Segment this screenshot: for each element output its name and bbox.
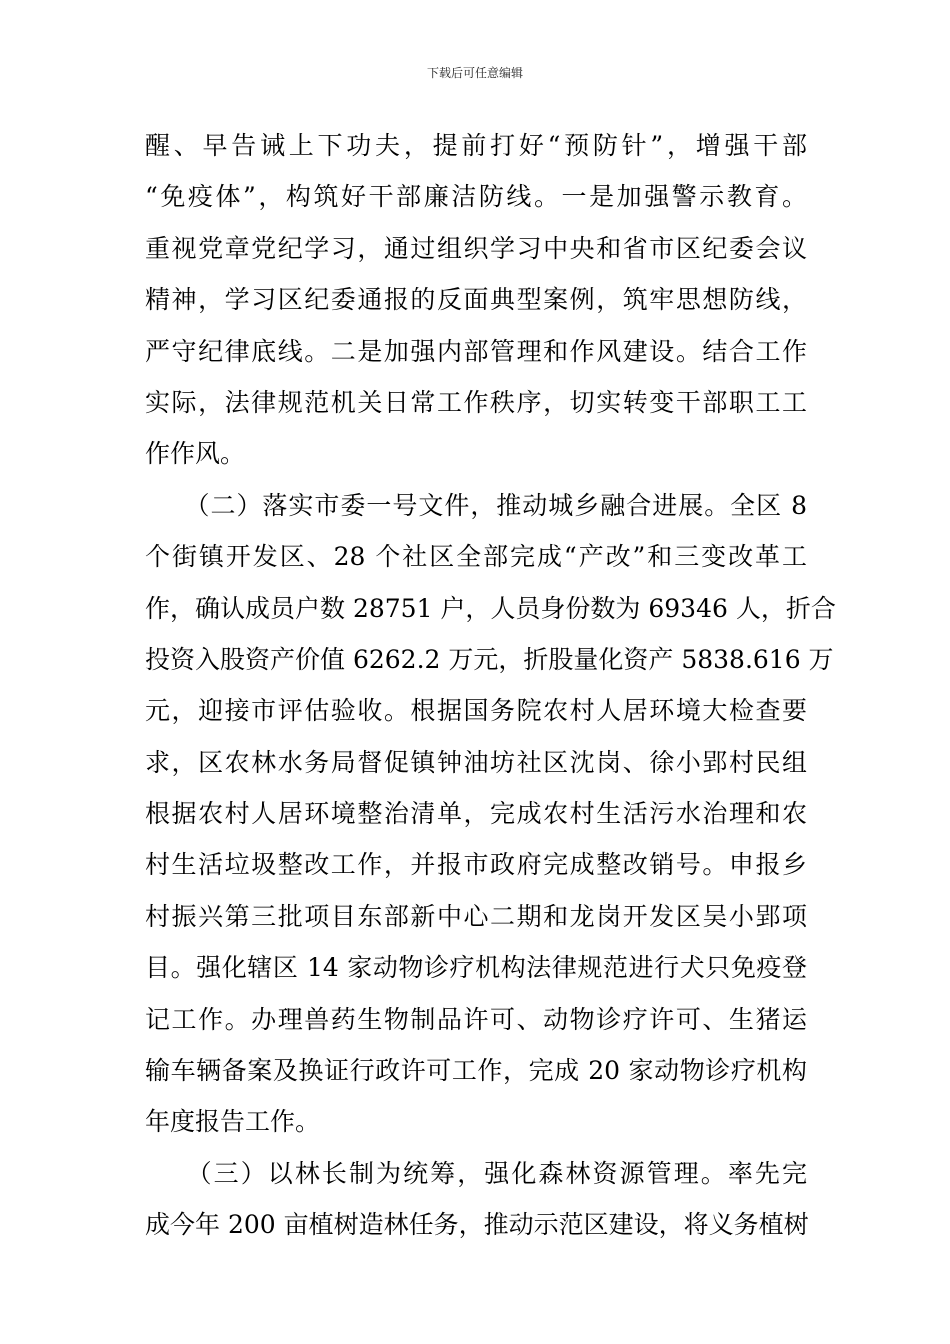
text-line: 村生活垃圾整改工作，并报市政府完成整改销号。申报乡 — [145, 850, 807, 880]
text-line: 严守纪律底线。二是加强内部管理和作风建设。结合工作 — [145, 336, 807, 366]
text-line: 目。强化辖区 14 家动物诊疗机构法律规范进行犬只免疫登 — [145, 953, 807, 983]
text-line: 求，区农林水务局督促镇钟油坊社区沈岗、徐小郢村民组 — [145, 747, 807, 777]
text-line: 记工作。办理兽药生物制品许可、动物诊疗许可、生猪运 — [145, 1004, 807, 1034]
text-line: （二）落实市委一号文件，推动城乡融合进展。全区 8 — [145, 490, 807, 520]
document-body — [145, 120, 836, 1251]
text-line: 个街镇开发区、28 个社区全部完成“产改”和三变改革工 — [145, 542, 807, 572]
text-line: 实际，法律规范机关日常工作秩序，切实转变干部职工工 — [145, 387, 807, 417]
text-line: 投资入股资产价值 6262.2 万元，折股量化资产 5838.616 万 — [145, 644, 834, 674]
page-header: 下载后可任意编辑 — [426, 66, 523, 80]
text-line: 输车辆备案及换证行政许可工作，完成 20 家动物诊疗机构 — [145, 1056, 807, 1086]
text-line: 醒、早告诫上下功夫，提前打好“预防针”，增强干部 — [145, 131, 807, 160]
text-line: 元，迎接市评估验收。根据国务院农村人居环境大检查要 — [145, 696, 807, 726]
text-line: 成今年 200 亩植树造林任务，推动示范区建设，将义务植树 — [145, 1210, 809, 1240]
text-line: 根据农村人居环境整治清单，完成农村生活污水治理和农 — [145, 799, 807, 829]
text-line: 作，确认成员户数 28751 户，人员身份数为 69346 人，折合 — [145, 593, 836, 623]
text-line: 年度报告工作。 — [145, 1107, 321, 1137]
text-line: （三）以林长制为统筹，强化森林资源管理。率先完 — [145, 1158, 807, 1188]
text-line: 村振兴第三批项目东部新中心二期和龙岗开发区吴小郢项 — [145, 901, 807, 931]
text-line: “免疫体”，构筑好干部廉洁防线。一是加强警示教育。 — [145, 182, 807, 212]
text-line: 作作风。 — [145, 439, 246, 469]
text-line: 重视党章党纪学习，通过组织学习中央和省市区纪委会议 — [145, 233, 807, 263]
text-line: 精神，学习区纪委通报的反面典型案例，筑牢思想防线， — [145, 285, 807, 315]
